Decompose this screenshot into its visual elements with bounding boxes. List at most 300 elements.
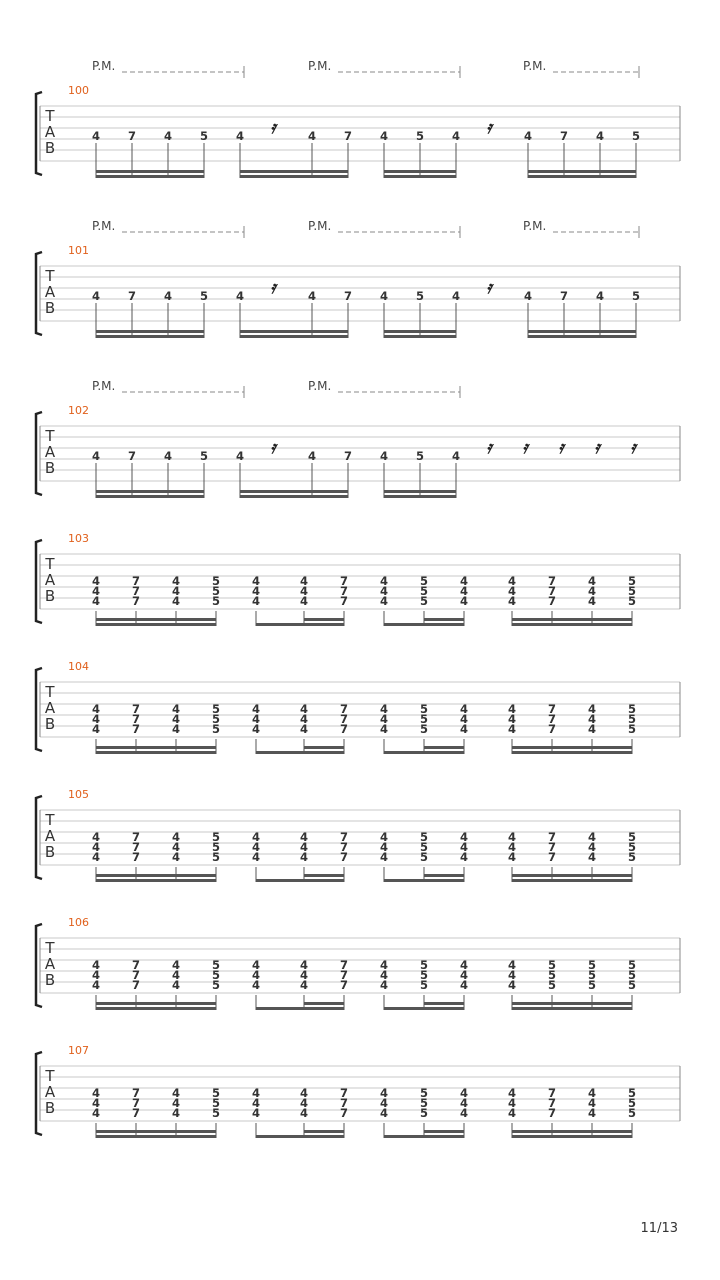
fret-number: 7 [127, 289, 137, 303]
sixteenth-rest: 𝄿 [270, 118, 276, 138]
sixteenth-rest: 𝄿 [558, 438, 564, 458]
beam-primary [96, 1135, 216, 1138]
staff-system-102 [36, 379, 680, 498]
fret-number: 4 [171, 712, 181, 726]
fret-number: 5 [627, 722, 637, 736]
fret-number: 4 [379, 574, 389, 588]
fret-number: 5 [627, 712, 637, 726]
fret-number: 7 [127, 449, 137, 463]
fret-number: 4 [251, 958, 261, 972]
fret-number: 5 [199, 289, 209, 303]
beam-primary [96, 1007, 216, 1010]
fret-number: 5 [627, 1106, 637, 1120]
fret-number: 5 [211, 958, 221, 972]
fret-number: 5 [627, 584, 637, 598]
fret-number: 4 [251, 1096, 261, 1110]
fret-number: 5 [419, 1106, 429, 1120]
fret-number: 4 [507, 584, 517, 598]
beam-secondary [512, 1002, 632, 1005]
fret-number: 4 [299, 978, 309, 992]
fret-number: 4 [459, 978, 469, 992]
beam-secondary [384, 170, 456, 173]
fret-number: 5 [211, 574, 221, 588]
fret-number: 7 [559, 289, 569, 303]
fret-number: 5 [211, 1096, 221, 1110]
fret-number: 4 [235, 129, 245, 143]
fret-number: 4 [91, 574, 101, 588]
fret-number: 4 [379, 850, 389, 864]
fret-number: 4 [587, 850, 597, 864]
beam-primary [96, 495, 204, 498]
fret-number: 7 [547, 584, 557, 598]
beam-primary [256, 879, 344, 882]
fret-number: 7 [131, 1106, 141, 1120]
beam-secondary [424, 1002, 464, 1005]
fret-number: 7 [339, 594, 349, 608]
tab-clef-letter: B [44, 587, 56, 605]
tab-clef-letter: T [45, 427, 55, 445]
fret-number: 4 [587, 1096, 597, 1110]
beam-primary [96, 879, 216, 882]
sixteenth-rest: 𝄿 [270, 278, 276, 298]
system-bracket [36, 252, 42, 335]
system-bracket [36, 924, 42, 1007]
fret-number: 5 [419, 574, 429, 588]
tab-clef-letter: B [44, 459, 56, 477]
measure-number: 106 [68, 916, 89, 929]
beam-primary [384, 623, 464, 626]
fret-number: 4 [299, 1096, 309, 1110]
fret-number: 4 [507, 594, 517, 608]
beam-secondary [424, 874, 464, 877]
fret-number: 4 [459, 850, 469, 864]
fret-number: 4 [379, 840, 389, 854]
staff-system-100 [36, 59, 680, 178]
fret-number: 4 [587, 1106, 597, 1120]
fret-number: 5 [587, 958, 597, 972]
fret-number: 4 [171, 722, 181, 736]
fret-number: 4 [171, 1106, 181, 1120]
fret-number: 7 [343, 449, 353, 463]
tab-clef-letter: B [44, 971, 56, 989]
fret-number: 4 [299, 584, 309, 598]
fret-number: 7 [547, 1106, 557, 1120]
beam-secondary [528, 330, 636, 333]
fret-number: 5 [211, 1086, 221, 1100]
fret-number: 4 [299, 574, 309, 588]
fret-number: 4 [507, 830, 517, 844]
fret-number: 4 [235, 289, 245, 303]
fret-number: 7 [339, 1086, 349, 1100]
fret-number: 4 [91, 712, 101, 726]
fret-number: 4 [459, 968, 469, 982]
fret-number: 4 [307, 289, 317, 303]
fret-number: 4 [91, 830, 101, 844]
fret-number: 4 [307, 449, 317, 463]
fret-number: 4 [595, 129, 605, 143]
fret-number: 7 [339, 978, 349, 992]
fret-number: 4 [379, 1096, 389, 1110]
fret-number: 5 [627, 594, 637, 608]
fret-number: 4 [379, 289, 389, 303]
fret-number: 5 [419, 1086, 429, 1100]
measure-number: 105 [68, 788, 89, 801]
palm-mute-label: P.M. [92, 59, 116, 73]
fret-number: 7 [339, 722, 349, 736]
fret-number: 4 [299, 958, 309, 972]
fret-number: 4 [451, 449, 461, 463]
fret-number: 4 [507, 712, 517, 726]
fret-number: 5 [627, 1096, 637, 1110]
fret-number: 5 [211, 830, 221, 844]
fret-number: 4 [459, 594, 469, 608]
fret-number: 7 [131, 850, 141, 864]
fret-number: 4 [171, 594, 181, 608]
beam-secondary [96, 618, 216, 621]
beam-secondary [304, 618, 344, 621]
fret-number: 4 [91, 840, 101, 854]
fret-number: 4 [523, 129, 533, 143]
page-number: 11/13 [640, 1221, 678, 1236]
fret-number: 5 [587, 978, 597, 992]
fret-number: 4 [299, 594, 309, 608]
fret-number: 7 [339, 712, 349, 726]
fret-number: 4 [507, 1096, 517, 1110]
fret-number: 7 [547, 1096, 557, 1110]
fret-number: 4 [451, 289, 461, 303]
fret-number: 4 [171, 968, 181, 982]
fret-number: 7 [343, 289, 353, 303]
tab-clef-letter: B [44, 715, 56, 733]
fret-number: 4 [91, 1106, 101, 1120]
sixteenth-rest: 𝄿 [594, 438, 600, 458]
fret-number: 4 [91, 594, 101, 608]
beam-primary [96, 623, 216, 626]
fret-number: 5 [419, 584, 429, 598]
fret-number: 4 [507, 840, 517, 854]
measure-number: 107 [68, 1044, 89, 1057]
beam-secondary [96, 170, 204, 173]
staff-system-107 [36, 1044, 680, 1138]
fret-number: 5 [419, 978, 429, 992]
beam-primary [240, 335, 348, 338]
fret-number: 7 [131, 594, 141, 608]
fret-number: 7 [339, 1096, 349, 1110]
fret-number: 5 [211, 968, 221, 982]
palm-mute-label: P.M. [523, 219, 547, 233]
fret-number: 4 [251, 830, 261, 844]
fret-number: 7 [547, 722, 557, 736]
fret-number: 5 [419, 830, 429, 844]
fret-number: 7 [547, 850, 557, 864]
fret-number: 5 [211, 584, 221, 598]
sixteenth-rest: 𝄿 [630, 438, 636, 458]
fret-number: 4 [171, 1086, 181, 1100]
fret-number: 4 [171, 958, 181, 972]
fret-number: 7 [547, 840, 557, 854]
fret-number: 5 [419, 702, 429, 716]
fret-number: 4 [91, 289, 101, 303]
beam-secondary [384, 490, 456, 493]
beam-secondary [528, 170, 636, 173]
fret-number: 4 [379, 722, 389, 736]
beam-secondary [512, 1130, 632, 1133]
measure-number: 102 [68, 404, 89, 417]
system-bracket [36, 668, 42, 751]
fret-number: 4 [379, 978, 389, 992]
fret-number: 4 [507, 978, 517, 992]
fret-number: 5 [419, 712, 429, 726]
beam-secondary [96, 1130, 216, 1133]
fret-number: 5 [627, 702, 637, 716]
fret-number: 4 [299, 712, 309, 726]
fret-number: 7 [339, 1106, 349, 1120]
fret-number: 4 [299, 968, 309, 982]
fret-number: 4 [299, 1106, 309, 1120]
tab-clef-letter: T [45, 107, 55, 125]
fret-number: 5 [627, 574, 637, 588]
beam-secondary [240, 170, 348, 173]
beam-primary [512, 879, 632, 882]
fret-number: 4 [171, 830, 181, 844]
fret-number: 4 [587, 574, 597, 588]
fret-number: 4 [91, 978, 101, 992]
fret-number: 4 [459, 702, 469, 716]
fret-number: 5 [211, 840, 221, 854]
fret-number: 4 [379, 712, 389, 726]
fret-number: 5 [419, 850, 429, 864]
fret-number: 4 [91, 129, 101, 143]
fret-number: 5 [631, 289, 641, 303]
fret-number: 7 [131, 840, 141, 854]
palm-mute-label: P.M. [92, 379, 116, 393]
fret-number: 4 [507, 702, 517, 716]
beam-primary [96, 335, 204, 338]
beam-primary [256, 751, 344, 754]
fret-number: 7 [127, 129, 137, 143]
fret-number: 4 [459, 722, 469, 736]
fret-number: 4 [235, 449, 245, 463]
tab-clef-letter: A [44, 283, 56, 301]
fret-number: 4 [171, 574, 181, 588]
beam-secondary [304, 1002, 344, 1005]
beam-secondary [240, 490, 348, 493]
measure-number: 103 [68, 532, 89, 545]
beam-primary [384, 1135, 464, 1138]
fret-number: 4 [459, 830, 469, 844]
fret-number: 4 [91, 449, 101, 463]
measure-number: 101 [68, 244, 89, 257]
fret-number: 4 [379, 1106, 389, 1120]
fret-number: 7 [547, 702, 557, 716]
fret-number: 4 [379, 702, 389, 716]
fret-number: 5 [627, 850, 637, 864]
beam-primary [384, 495, 456, 498]
fret-number: 5 [419, 594, 429, 608]
beam-primary [384, 1007, 464, 1010]
fret-number: 4 [251, 702, 261, 716]
beam-secondary [424, 618, 464, 621]
tab-clef-letter: T [45, 267, 55, 285]
sixteenth-rest: 𝄿 [486, 438, 492, 458]
fret-number: 4 [507, 968, 517, 982]
beam-secondary [96, 874, 216, 877]
fret-number: 5 [419, 958, 429, 972]
sixteenth-rest: 𝄿 [486, 278, 492, 298]
fret-number: 7 [339, 840, 349, 854]
fret-number: 5 [547, 958, 557, 972]
fret-number: 4 [251, 1106, 261, 1120]
fret-number: 4 [459, 1096, 469, 1110]
fret-number: 4 [379, 129, 389, 143]
fret-number: 5 [199, 129, 209, 143]
fret-number: 7 [131, 574, 141, 588]
fret-number: 4 [299, 702, 309, 716]
fret-number: 4 [587, 722, 597, 736]
fret-number: 4 [91, 958, 101, 972]
fret-number: 5 [627, 978, 637, 992]
system-bracket [36, 92, 42, 175]
fret-number: 4 [379, 594, 389, 608]
beam-primary [256, 1135, 344, 1138]
system-bracket [36, 412, 42, 495]
fret-number: 4 [251, 722, 261, 736]
tab-clef-letter: B [44, 843, 56, 861]
tab-clef-letter: A [44, 443, 56, 461]
measure-number: 104 [68, 660, 89, 673]
beam-primary [256, 1007, 344, 1010]
fret-number: 5 [419, 840, 429, 854]
fret-number: 5 [211, 594, 221, 608]
fret-number: 4 [459, 840, 469, 854]
beam-secondary [240, 330, 348, 333]
tab-clef-letter: B [44, 139, 56, 157]
fret-number: 5 [415, 129, 425, 143]
palm-mute-label: P.M. [308, 219, 332, 233]
fret-number: 4 [587, 702, 597, 716]
tab-clef-letter: B [44, 299, 56, 317]
palm-mute-label: P.M. [523, 59, 547, 73]
beam-secondary [512, 874, 632, 877]
fret-number: 5 [627, 1086, 637, 1100]
palm-mute-label: P.M. [308, 379, 332, 393]
fret-number: 4 [91, 968, 101, 982]
fret-number: 7 [547, 712, 557, 726]
beam-primary [96, 175, 204, 178]
beam-secondary [424, 746, 464, 749]
fret-number: 4 [163, 129, 173, 143]
beam-secondary [96, 490, 204, 493]
palm-mute-label: P.M. [308, 59, 332, 73]
beam-primary [240, 495, 348, 498]
fret-number: 7 [339, 584, 349, 598]
fret-number: 4 [163, 449, 173, 463]
system-bracket [36, 1052, 42, 1135]
fret-number: 4 [379, 958, 389, 972]
fret-number: 7 [131, 722, 141, 736]
fret-number: 4 [251, 850, 261, 864]
fret-number: 7 [131, 584, 141, 598]
fret-number: 4 [587, 594, 597, 608]
fret-number: 4 [587, 712, 597, 726]
sixteenth-rest: 𝄿 [522, 438, 528, 458]
fret-number: 4 [171, 1096, 181, 1110]
fret-number: 4 [251, 1086, 261, 1100]
fret-number: 4 [459, 574, 469, 588]
fret-number: 4 [379, 1086, 389, 1100]
beam-primary [512, 623, 632, 626]
fret-number: 4 [299, 722, 309, 736]
fret-number: 4 [379, 584, 389, 598]
fret-number: 5 [627, 830, 637, 844]
fret-number: 4 [379, 968, 389, 982]
fret-number: 4 [163, 289, 173, 303]
fret-number: 4 [459, 1106, 469, 1120]
fret-number: 4 [507, 958, 517, 972]
beam-primary [96, 751, 216, 754]
beam-primary [384, 879, 464, 882]
fret-number: 5 [419, 968, 429, 982]
fret-number: 7 [339, 830, 349, 844]
palm-mute-label: P.M. [92, 219, 116, 233]
fret-number: 5 [547, 968, 557, 982]
fret-number: 4 [299, 840, 309, 854]
tab-clef-letter: T [45, 683, 55, 701]
fret-number: 4 [587, 840, 597, 854]
beam-primary [384, 175, 456, 178]
fret-number: 4 [459, 712, 469, 726]
fret-number: 5 [415, 289, 425, 303]
beam-secondary [304, 1130, 344, 1133]
sixteenth-rest: 𝄿 [270, 438, 276, 458]
fret-number: 4 [299, 1086, 309, 1100]
tab-clef-letter: A [44, 123, 56, 141]
fret-number: 4 [459, 1086, 469, 1100]
fret-number: 5 [627, 840, 637, 854]
fret-number: 4 [451, 129, 461, 143]
fret-number: 4 [251, 594, 261, 608]
fret-number: 4 [251, 712, 261, 726]
fret-number: 4 [91, 850, 101, 864]
fret-number: 4 [171, 978, 181, 992]
beam-primary [528, 335, 636, 338]
fret-number: 4 [251, 978, 261, 992]
fret-number: 4 [459, 584, 469, 598]
fret-number: 7 [339, 968, 349, 982]
fret-number: 7 [547, 1086, 557, 1100]
beam-primary [512, 1007, 632, 1010]
fret-number: 5 [547, 978, 557, 992]
beam-secondary [384, 330, 456, 333]
fret-number: 5 [631, 129, 641, 143]
fret-number: 7 [343, 129, 353, 143]
tab-clef-letter: T [45, 1067, 55, 1085]
fret-number: 4 [91, 1096, 101, 1110]
fret-number: 5 [199, 449, 209, 463]
beam-secondary [512, 746, 632, 749]
tab-clef-letter: A [44, 827, 56, 845]
fret-number: 4 [251, 584, 261, 598]
system-bracket [36, 540, 42, 623]
fret-number: 4 [507, 722, 517, 736]
fret-number: 5 [587, 968, 597, 982]
fret-number: 7 [559, 129, 569, 143]
staff-system-101 [36, 219, 680, 338]
tab-clef-letter: T [45, 939, 55, 957]
fret-number: 5 [419, 1096, 429, 1110]
fret-number: 7 [131, 702, 141, 716]
fret-number: 4 [171, 702, 181, 716]
